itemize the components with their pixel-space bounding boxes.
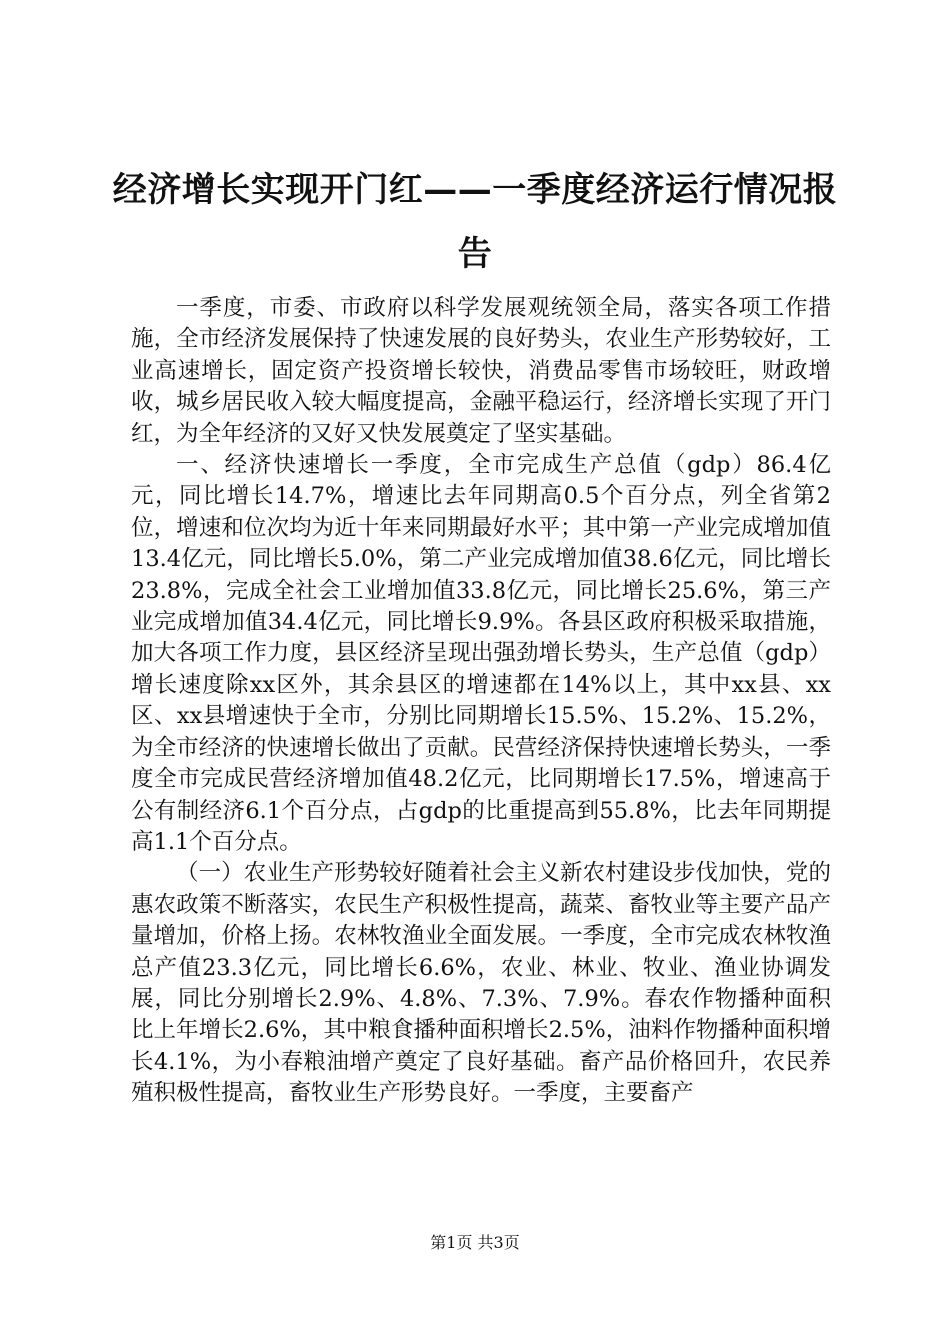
- paragraph-intro: 一季度，市委、市政府以科学发展观统领全局，落实各项工作措施，全市经济发展保持了快速发展的良好势头，农业生产形势较好，工业高速增长，固定资产投资增长较快，消费品零售市场较旺，财政增收，城乡居民收入较大幅度提高，金融平稳运行，经济增长实现了开门红，为全年经济的又好又快发展奠定了坚实基础。: [131, 295, 831, 447]
- paragraph-agriculture: （一）农业生产形势较好随着社会主义新农村建设步伐加快，党的惠农政策不断落实，农民生产积极性提高，蔬菜、畜牧业等主要产品产量增加，价格上扬。农林牧渔业全面发展。一季度，全市完成农林牧渔总产值23.3亿元，同比增长6.6%，农业、林业、牧业、渔业协调发展，同比分别增长2.9%、4.8%、7.3%、7.9%。春农作物播种面积比上年增长2.6%，其中粮食播种面积增长2.5%，油料作物播种面积增长4.1%，为小春粮油增产奠定了良好基础。畜产品价格回升，农民养殖积极性提高，畜牧业生产形势良好。一季度，主要畜产: [131, 860, 831, 1107]
- document-body: [131, 293, 831, 1110]
- document-title: 经济增长实现开门红——一季度经济运行情况报告: [112, 170, 838, 274]
- paragraph-economic-growth: 一、经济快速增长一季度，全市完成生产总值（gdp）86.4亿元，同比增长14.7%，增速比去年同期高0.5个百分点，列全省第2位，增速和位次均为近十年来同期最好水平；其中第一产业完成增加值13.4亿元，同比增长5.0%，第二产业完成增加值38.6亿元，同比增长23.8%，完成全社会工业增加值33.8亿元，同比增长25.6%，第三产业完成增加值34.4亿元，同比增长9.9%。各县区政府积极采取措施，加大各项工作力度，县区经济呈现出强劲增长势头，生产总值（gdp）增长速度除xx区外，其余县区的增速都在14%以上，其中xx县、xx区、xx县增速快于全市，分别比同期增长15.5%、15.2%、15.2%，为全市经济的快速增长做出了贡献。民营经济保持快速增长势头，一季度全市完成民营经济增加值48.2亿元，比同期增长17.5%，增速高于公有制经济6.1个百分点，占gdp的比重提高到55.8%，比去年同期提高1.1个百分点。: [131, 452, 831, 855]
- page-footer: 第1页 共3页: [430, 1233, 520, 1252]
